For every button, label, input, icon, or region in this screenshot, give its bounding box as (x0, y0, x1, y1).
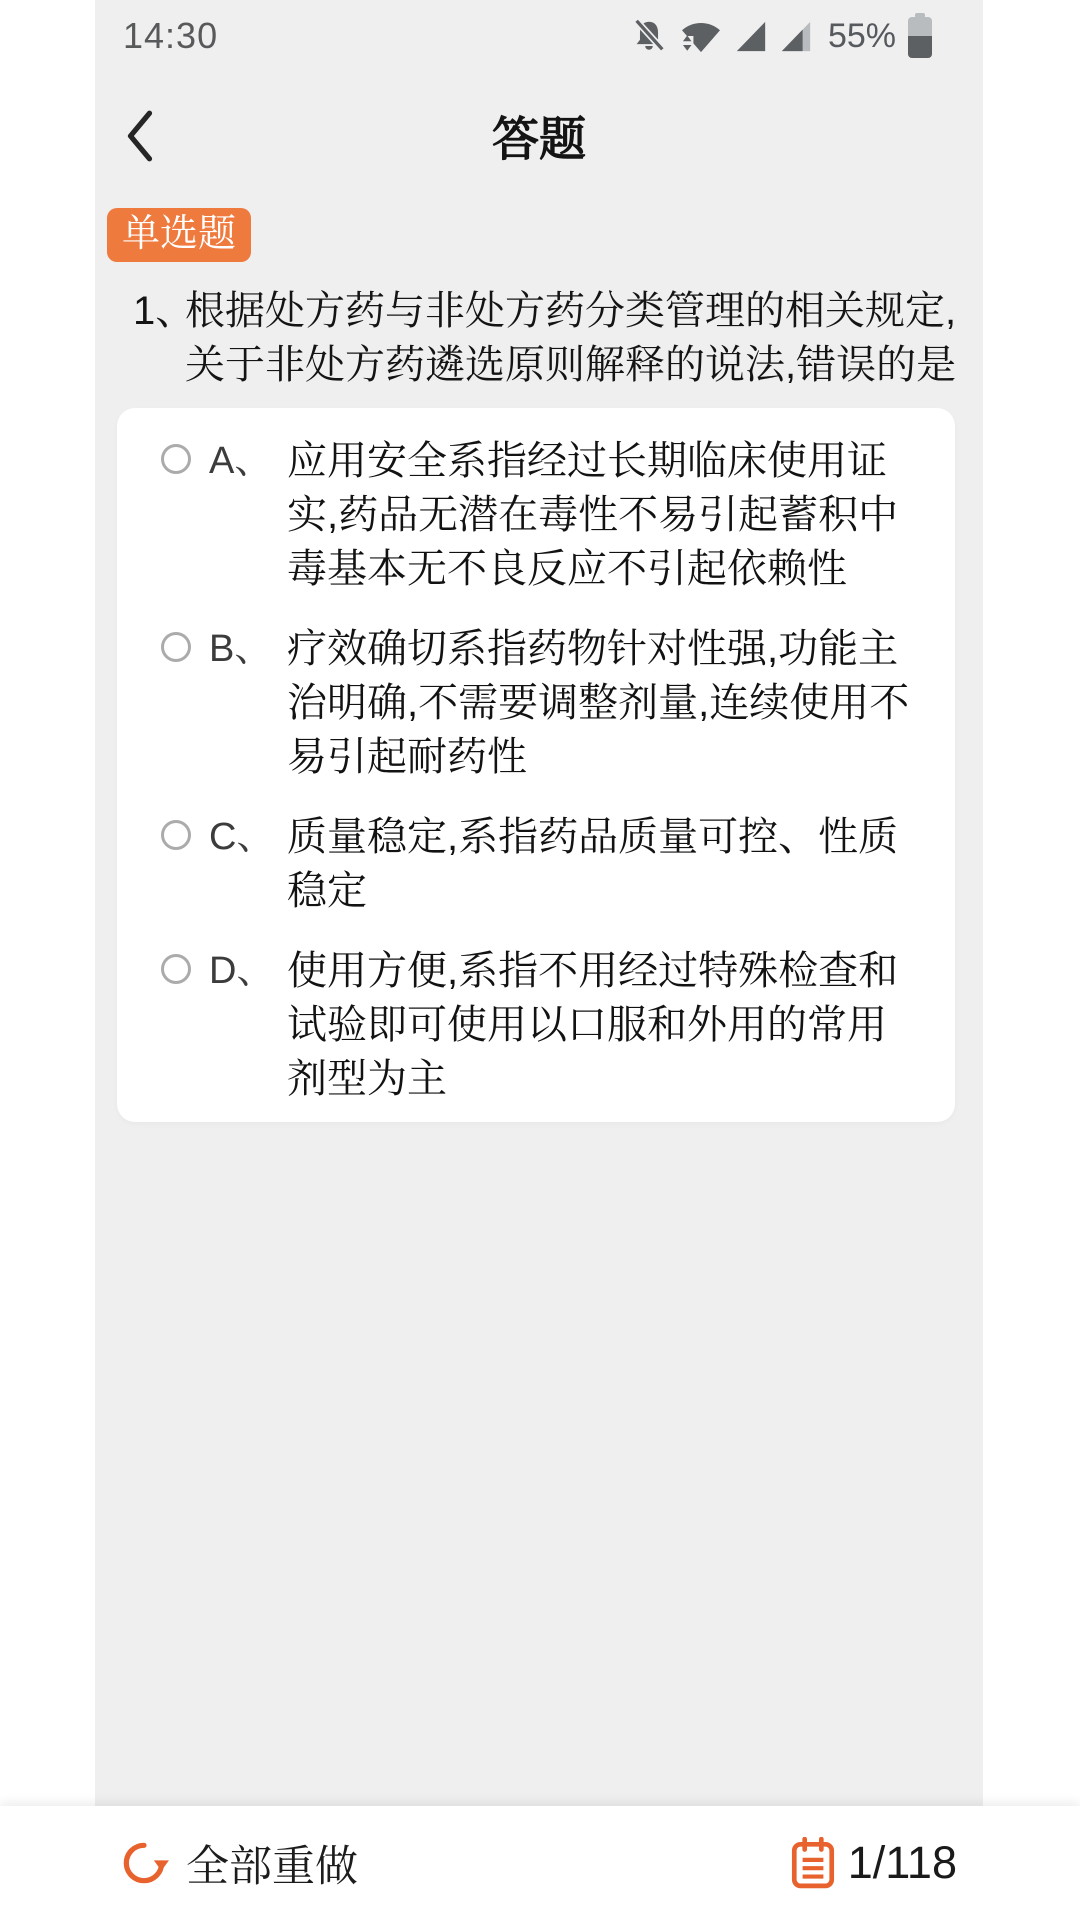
option-b-radio[interactable] (161, 632, 191, 662)
status-bar (95, 0, 983, 58)
notifications-off-icon (630, 17, 668, 55)
battery-percent: 55% (827, 16, 896, 55)
redo-all-button[interactable] (118, 1833, 358, 1894)
option-c[interactable] (161, 810, 955, 918)
progress-indicator: 1/118 (847, 1837, 957, 1888)
app-screen (95, 0, 983, 1806)
option-b[interactable] (161, 622, 955, 784)
refresh-icon (118, 1837, 170, 1889)
option-d-letter: D、 (209, 949, 275, 992)
option-a-radio[interactable] (161, 444, 191, 474)
option-b-text: 疗效确切系指药物针对性强,功能主治明确,不需要调整剂量,连续使用不易引起耐药性 (287, 626, 910, 779)
status-icons (630, 13, 933, 59)
question-progress-button[interactable] (790, 1837, 957, 1889)
option-c-letter: C、 (209, 815, 275, 858)
option-c-radio[interactable] (161, 820, 191, 850)
option-a[interactable] (161, 434, 955, 596)
question-text: 根据处方药与非处方药分类管理的相关规定,关于非处方药遴选原则解释的说法,错误的是 (185, 288, 957, 387)
header (95, 86, 983, 186)
question-number: 1、 (133, 288, 196, 333)
signal-sim1-icon (734, 18, 768, 54)
option-d-text: 使用方便,系指不用经过特殊检查和试验即可使用以口服和外用的常用剂型为主 (287, 948, 899, 1101)
redo-all-label: 全部重做 (186, 1842, 358, 1891)
option-a-text: 应用安全系指经过长期临床使用证实,药品无潜在毒性不易引起蓄积中毒基本无不良反应不引起依赖性 (287, 438, 899, 591)
battery-icon (907, 13, 933, 59)
option-d[interactable] (161, 944, 955, 1106)
bottom-bar (0, 1806, 1080, 1920)
question-list-icon (790, 1837, 836, 1889)
option-a-letter: A、 (209, 439, 273, 482)
wifi-icon (679, 17, 723, 55)
signal-sim2-icon (779, 18, 813, 54)
question-type-badge: 单选题 (107, 208, 251, 262)
option-d-radio[interactable] (161, 954, 191, 984)
status-time: 14:30 (123, 15, 219, 56)
question-stem (133, 284, 983, 392)
option-c-text: 质量稳定,系指药品质量可控、性质稳定 (287, 814, 899, 913)
page-title: 答题 (492, 112, 586, 166)
options-card (117, 408, 955, 1122)
option-b-letter: B、 (209, 627, 273, 670)
